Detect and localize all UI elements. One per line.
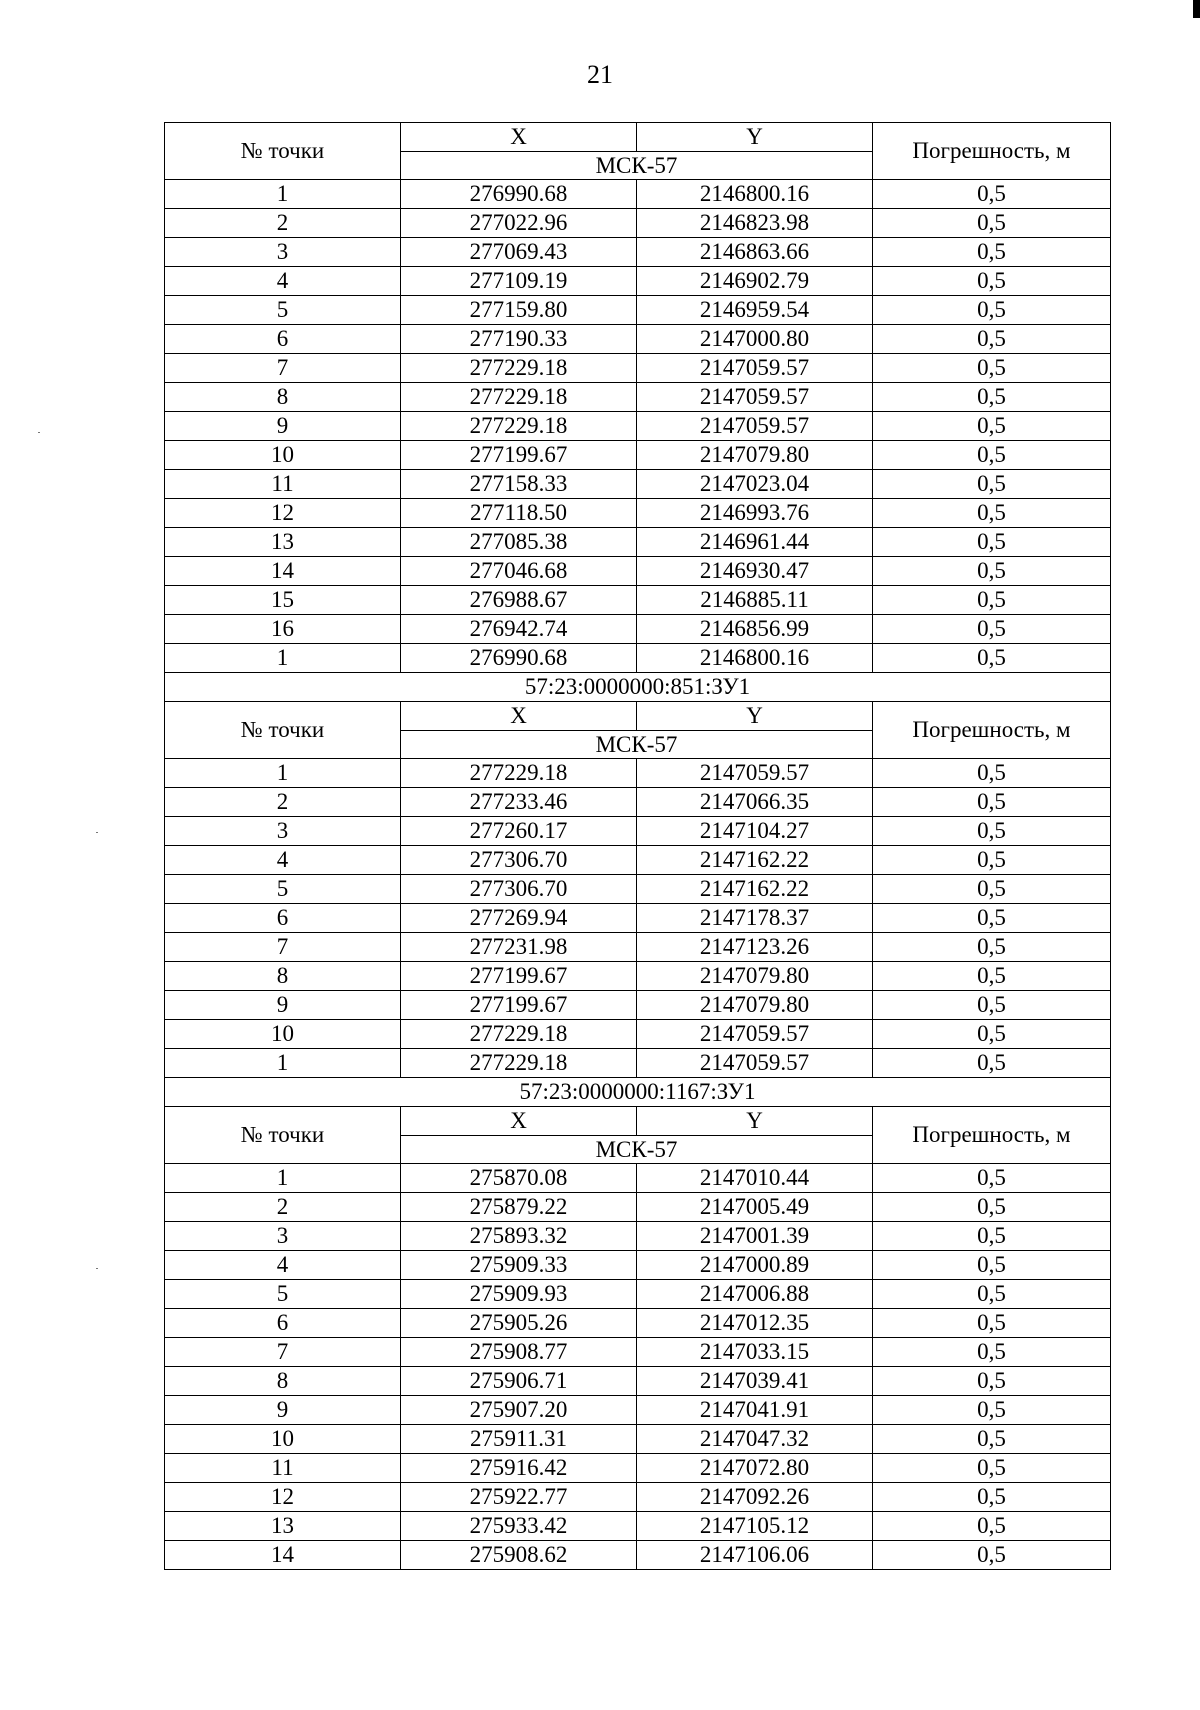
cell-point-number: 13 xyxy=(165,1512,401,1541)
cell-point-number: 5 xyxy=(165,296,401,325)
cell-point-number: 2 xyxy=(165,788,401,817)
cell-x: 276990.68 xyxy=(401,644,637,673)
cell-x: 277229.18 xyxy=(401,354,637,383)
cell-point-number: 4 xyxy=(165,267,401,296)
table-row xyxy=(165,962,1111,991)
column-header-error: Погрешность, м xyxy=(873,702,1111,759)
cell-error: 0,5 xyxy=(873,1164,1111,1193)
table-row xyxy=(165,1164,1111,1193)
cell-point-number: 4 xyxy=(165,1251,401,1280)
cell-y: 2147033.15 xyxy=(637,1338,873,1367)
cell-x: 275905.26 xyxy=(401,1309,637,1338)
column-header-error: Погрешность, м xyxy=(873,123,1111,180)
cell-x: 277269.94 xyxy=(401,904,637,933)
cell-x: 277118.50 xyxy=(401,499,637,528)
cell-error: 0,5 xyxy=(873,1512,1111,1541)
cell-point-number: 12 xyxy=(165,1483,401,1512)
cell-error: 0,5 xyxy=(873,1280,1111,1309)
table-row xyxy=(165,1512,1111,1541)
cell-error: 0,5 xyxy=(873,1367,1111,1396)
cell-x: 275870.08 xyxy=(401,1164,637,1193)
cell-point-number: 3 xyxy=(165,238,401,267)
cell-x: 277260.17 xyxy=(401,817,637,846)
cell-point-number: 9 xyxy=(165,991,401,1020)
table-row xyxy=(165,1251,1111,1280)
table-row xyxy=(165,1454,1111,1483)
column-header-x: X xyxy=(401,123,637,152)
cell-y: 2147059.57 xyxy=(637,759,873,788)
cell-y: 2147059.57 xyxy=(637,383,873,412)
cell-point-number: 4 xyxy=(165,846,401,875)
cell-x: 277229.18 xyxy=(401,412,637,441)
table-row xyxy=(165,238,1111,267)
cell-y: 2147079.80 xyxy=(637,441,873,470)
cell-y: 2146800.16 xyxy=(637,644,873,673)
cell-error: 0,5 xyxy=(873,846,1111,875)
table-row xyxy=(165,644,1111,673)
cell-error: 0,5 xyxy=(873,904,1111,933)
cell-x: 275911.31 xyxy=(401,1425,637,1454)
cell-error: 0,5 xyxy=(873,383,1111,412)
cell-error: 0,5 xyxy=(873,644,1111,673)
cell-y: 2147059.57 xyxy=(637,412,873,441)
cell-point-number: 16 xyxy=(165,615,401,644)
cell-point-number: 14 xyxy=(165,557,401,586)
cell-x: 276990.68 xyxy=(401,180,637,209)
cell-point-number: 10 xyxy=(165,441,401,470)
cell-x: 277022.96 xyxy=(401,209,637,238)
cell-point-number: 9 xyxy=(165,1396,401,1425)
table-header-row xyxy=(165,1107,1111,1136)
table-row xyxy=(165,1193,1111,1222)
cell-error: 0,5 xyxy=(873,180,1111,209)
coordinate-system: МСК-57 xyxy=(401,1136,873,1164)
cell-x: 277231.98 xyxy=(401,933,637,962)
cell-y: 2147000.89 xyxy=(637,1251,873,1280)
cell-point-number: 6 xyxy=(165,1309,401,1338)
cell-x: 277229.18 xyxy=(401,1020,637,1049)
cell-point-number: 1 xyxy=(165,759,401,788)
cell-y: 2147079.80 xyxy=(637,991,873,1020)
table-row xyxy=(165,1049,1111,1078)
cell-error: 0,5 xyxy=(873,1309,1111,1338)
cell-point-number: 8 xyxy=(165,383,401,412)
table-row xyxy=(165,1309,1111,1338)
cell-x: 275922.77 xyxy=(401,1483,637,1512)
cell-x: 277199.67 xyxy=(401,991,637,1020)
cell-error: 0,5 xyxy=(873,325,1111,354)
coordinate-system: МСК-57 xyxy=(401,152,873,180)
table-row xyxy=(165,933,1111,962)
cell-error: 0,5 xyxy=(873,412,1111,441)
cell-point-number: 1 xyxy=(165,180,401,209)
coordinates-table xyxy=(164,122,1111,1570)
table-row xyxy=(165,875,1111,904)
cell-y: 2146993.76 xyxy=(637,499,873,528)
cell-y: 2147006.88 xyxy=(637,1280,873,1309)
cell-point-number: 7 xyxy=(165,933,401,962)
cell-y: 2147066.35 xyxy=(637,788,873,817)
table-row xyxy=(165,1425,1111,1454)
cadastral-number: 57:23:0000000:851:ЗУ1 xyxy=(165,673,1111,702)
cell-error: 0,5 xyxy=(873,238,1111,267)
cell-error: 0,5 xyxy=(873,1049,1111,1078)
cell-x: 277109.19 xyxy=(401,267,637,296)
column-header-point: № точки xyxy=(165,1107,401,1164)
cell-error: 0,5 xyxy=(873,586,1111,615)
cell-x: 277306.70 xyxy=(401,875,637,904)
cell-y: 2147162.22 xyxy=(637,846,873,875)
cell-point-number: 10 xyxy=(165,1020,401,1049)
cell-x: 275933.42 xyxy=(401,1512,637,1541)
cell-point-number: 11 xyxy=(165,1454,401,1483)
table-row xyxy=(165,991,1111,1020)
cell-error: 0,5 xyxy=(873,354,1111,383)
cell-y: 2147023.04 xyxy=(637,470,873,499)
column-header-y: Y xyxy=(637,123,873,152)
cell-error: 0,5 xyxy=(873,1338,1111,1367)
cell-x: 277159.80 xyxy=(401,296,637,325)
cell-point-number: 8 xyxy=(165,1367,401,1396)
cell-point-number: 10 xyxy=(165,1425,401,1454)
cell-error: 0,5 xyxy=(873,759,1111,788)
cell-x: 275909.93 xyxy=(401,1280,637,1309)
cell-error: 0,5 xyxy=(873,875,1111,904)
table-row xyxy=(165,470,1111,499)
table-row xyxy=(165,441,1111,470)
scan-corner-mark xyxy=(1193,0,1200,18)
cell-error: 0,5 xyxy=(873,1222,1111,1251)
cell-x: 275907.20 xyxy=(401,1396,637,1425)
cell-error: 0,5 xyxy=(873,1020,1111,1049)
cell-x: 275908.77 xyxy=(401,1338,637,1367)
cell-x: 275908.62 xyxy=(401,1541,637,1570)
cell-y: 2146959.54 xyxy=(637,296,873,325)
table-row xyxy=(165,499,1111,528)
cell-x: 277158.33 xyxy=(401,470,637,499)
column-header-x: X xyxy=(401,702,637,731)
column-header-point: № точки xyxy=(165,123,401,180)
cell-y: 2147072.80 xyxy=(637,1454,873,1483)
table-row xyxy=(165,904,1111,933)
column-header-error: Погрешность, м xyxy=(873,1107,1111,1164)
table-row xyxy=(165,412,1111,441)
page-number: 21 xyxy=(587,60,613,89)
cell-error: 0,5 xyxy=(873,817,1111,846)
cell-y: 2147079.80 xyxy=(637,962,873,991)
table-row xyxy=(165,296,1111,325)
cell-point-number: 2 xyxy=(165,1193,401,1222)
cell-y: 2147005.49 xyxy=(637,1193,873,1222)
cell-error: 0,5 xyxy=(873,1541,1111,1570)
cell-point-number: 15 xyxy=(165,586,401,615)
cell-x: 277190.33 xyxy=(401,325,637,354)
cell-x: 277085.38 xyxy=(401,528,637,557)
cell-y: 2147178.37 xyxy=(637,904,873,933)
cell-y: 2146961.44 xyxy=(637,528,873,557)
cell-error: 0,5 xyxy=(873,441,1111,470)
scan-speck xyxy=(96,1268,98,1269)
table-row xyxy=(165,1396,1111,1425)
table-row xyxy=(165,817,1111,846)
cell-point-number: 2 xyxy=(165,209,401,238)
cell-y: 2147106.06 xyxy=(637,1541,873,1570)
cell-error: 0,5 xyxy=(873,615,1111,644)
cell-error: 0,5 xyxy=(873,1396,1111,1425)
coordinate-system: МСК-57 xyxy=(401,731,873,759)
cell-y: 2147092.26 xyxy=(637,1483,873,1512)
table-row xyxy=(165,1222,1111,1251)
cell-y: 2147059.57 xyxy=(637,1020,873,1049)
table-row xyxy=(165,586,1111,615)
table-row xyxy=(165,846,1111,875)
scan-speck xyxy=(96,832,98,833)
column-header-x: X xyxy=(401,1107,637,1136)
cell-y: 2147012.35 xyxy=(637,1309,873,1338)
cell-y: 2146823.98 xyxy=(637,209,873,238)
cell-x: 277069.43 xyxy=(401,238,637,267)
cell-error: 0,5 xyxy=(873,1425,1111,1454)
cell-point-number: 8 xyxy=(165,962,401,991)
cell-x: 275906.71 xyxy=(401,1367,637,1396)
cell-error: 0,5 xyxy=(873,267,1111,296)
cell-error: 0,5 xyxy=(873,788,1111,817)
cell-y: 2147059.57 xyxy=(637,1049,873,1078)
cell-x: 277233.46 xyxy=(401,788,637,817)
cell-y: 2146863.66 xyxy=(637,238,873,267)
cell-y: 2147104.27 xyxy=(637,817,873,846)
table-row xyxy=(165,1483,1111,1512)
cell-error: 0,5 xyxy=(873,1454,1111,1483)
cadastral-number: 57:23:0000000:1167:ЗУ1 xyxy=(165,1078,1111,1107)
table-row xyxy=(165,383,1111,412)
cell-y: 2147010.44 xyxy=(637,1164,873,1193)
table-row xyxy=(165,209,1111,238)
cell-x: 277199.67 xyxy=(401,441,637,470)
cell-point-number: 13 xyxy=(165,528,401,557)
cell-y: 2147047.32 xyxy=(637,1425,873,1454)
cell-x: 275879.22 xyxy=(401,1193,637,1222)
cell-point-number: 1 xyxy=(165,1049,401,1078)
cell-y: 2147041.91 xyxy=(637,1396,873,1425)
cell-point-number: 12 xyxy=(165,499,401,528)
table-row xyxy=(165,1020,1111,1049)
cell-point-number: 14 xyxy=(165,1541,401,1570)
cell-error: 0,5 xyxy=(873,470,1111,499)
cell-point-number: 11 xyxy=(165,470,401,499)
table-row xyxy=(165,557,1111,586)
cell-x: 275916.42 xyxy=(401,1454,637,1483)
table-row xyxy=(165,759,1111,788)
cell-point-number: 6 xyxy=(165,904,401,933)
cell-y: 2147039.41 xyxy=(637,1367,873,1396)
cell-x: 275909.33 xyxy=(401,1251,637,1280)
column-header-y: Y xyxy=(637,1107,873,1136)
cell-x: 276942.74 xyxy=(401,615,637,644)
table-header-row xyxy=(165,702,1111,731)
cell-y: 2147162.22 xyxy=(637,875,873,904)
table-row xyxy=(165,354,1111,383)
table-row xyxy=(165,325,1111,354)
cell-point-number: 3 xyxy=(165,817,401,846)
cell-x: 276988.67 xyxy=(401,586,637,615)
cell-y: 2146930.47 xyxy=(637,557,873,586)
table-row xyxy=(165,1367,1111,1396)
table-row xyxy=(165,788,1111,817)
cell-point-number: 5 xyxy=(165,1280,401,1309)
table-row xyxy=(165,267,1111,296)
cell-y: 2146800.16 xyxy=(637,180,873,209)
table-row xyxy=(165,615,1111,644)
cell-y: 2147001.39 xyxy=(637,1222,873,1251)
cell-x: 277229.18 xyxy=(401,759,637,788)
cell-y: 2147123.26 xyxy=(637,933,873,962)
scan-speck xyxy=(38,432,40,433)
cell-error: 0,5 xyxy=(873,296,1111,325)
cell-y: 2147059.57 xyxy=(637,354,873,383)
cell-point-number: 3 xyxy=(165,1222,401,1251)
cell-x: 277199.67 xyxy=(401,962,637,991)
cell-error: 0,5 xyxy=(873,528,1111,557)
cadastral-number-row xyxy=(165,1078,1111,1107)
cell-error: 0,5 xyxy=(873,991,1111,1020)
cell-error: 0,5 xyxy=(873,1483,1111,1512)
cell-x: 277229.18 xyxy=(401,383,637,412)
cell-point-number: 1 xyxy=(165,1164,401,1193)
table-row xyxy=(165,1338,1111,1367)
cell-point-number: 7 xyxy=(165,354,401,383)
cell-point-number: 7 xyxy=(165,1338,401,1367)
cell-error: 0,5 xyxy=(873,209,1111,238)
table-row xyxy=(165,1541,1111,1570)
cell-error: 0,5 xyxy=(873,1251,1111,1280)
column-header-point: № точки xyxy=(165,702,401,759)
cell-point-number: 1 xyxy=(165,644,401,673)
cell-error: 0,5 xyxy=(873,933,1111,962)
table-row xyxy=(165,180,1111,209)
cell-error: 0,5 xyxy=(873,962,1111,991)
cadastral-number-row xyxy=(165,673,1111,702)
cell-y: 2146856.99 xyxy=(637,615,873,644)
cell-error: 0,5 xyxy=(873,499,1111,528)
cell-y: 2147105.12 xyxy=(637,1512,873,1541)
table-header-row xyxy=(165,123,1111,152)
cell-x: 277306.70 xyxy=(401,846,637,875)
cell-y: 2146902.79 xyxy=(637,267,873,296)
cell-point-number: 9 xyxy=(165,412,401,441)
cell-x: 275893.32 xyxy=(401,1222,637,1251)
table-row xyxy=(165,528,1111,557)
cell-x: 277229.18 xyxy=(401,1049,637,1078)
cell-point-number: 5 xyxy=(165,875,401,904)
cell-y: 2147000.80 xyxy=(637,325,873,354)
cell-point-number: 6 xyxy=(165,325,401,354)
cell-error: 0,5 xyxy=(873,557,1111,586)
table-row xyxy=(165,1280,1111,1309)
cell-y: 2146885.11 xyxy=(637,586,873,615)
cell-x: 277046.68 xyxy=(401,557,637,586)
column-header-y: Y xyxy=(637,702,873,731)
cell-error: 0,5 xyxy=(873,1193,1111,1222)
